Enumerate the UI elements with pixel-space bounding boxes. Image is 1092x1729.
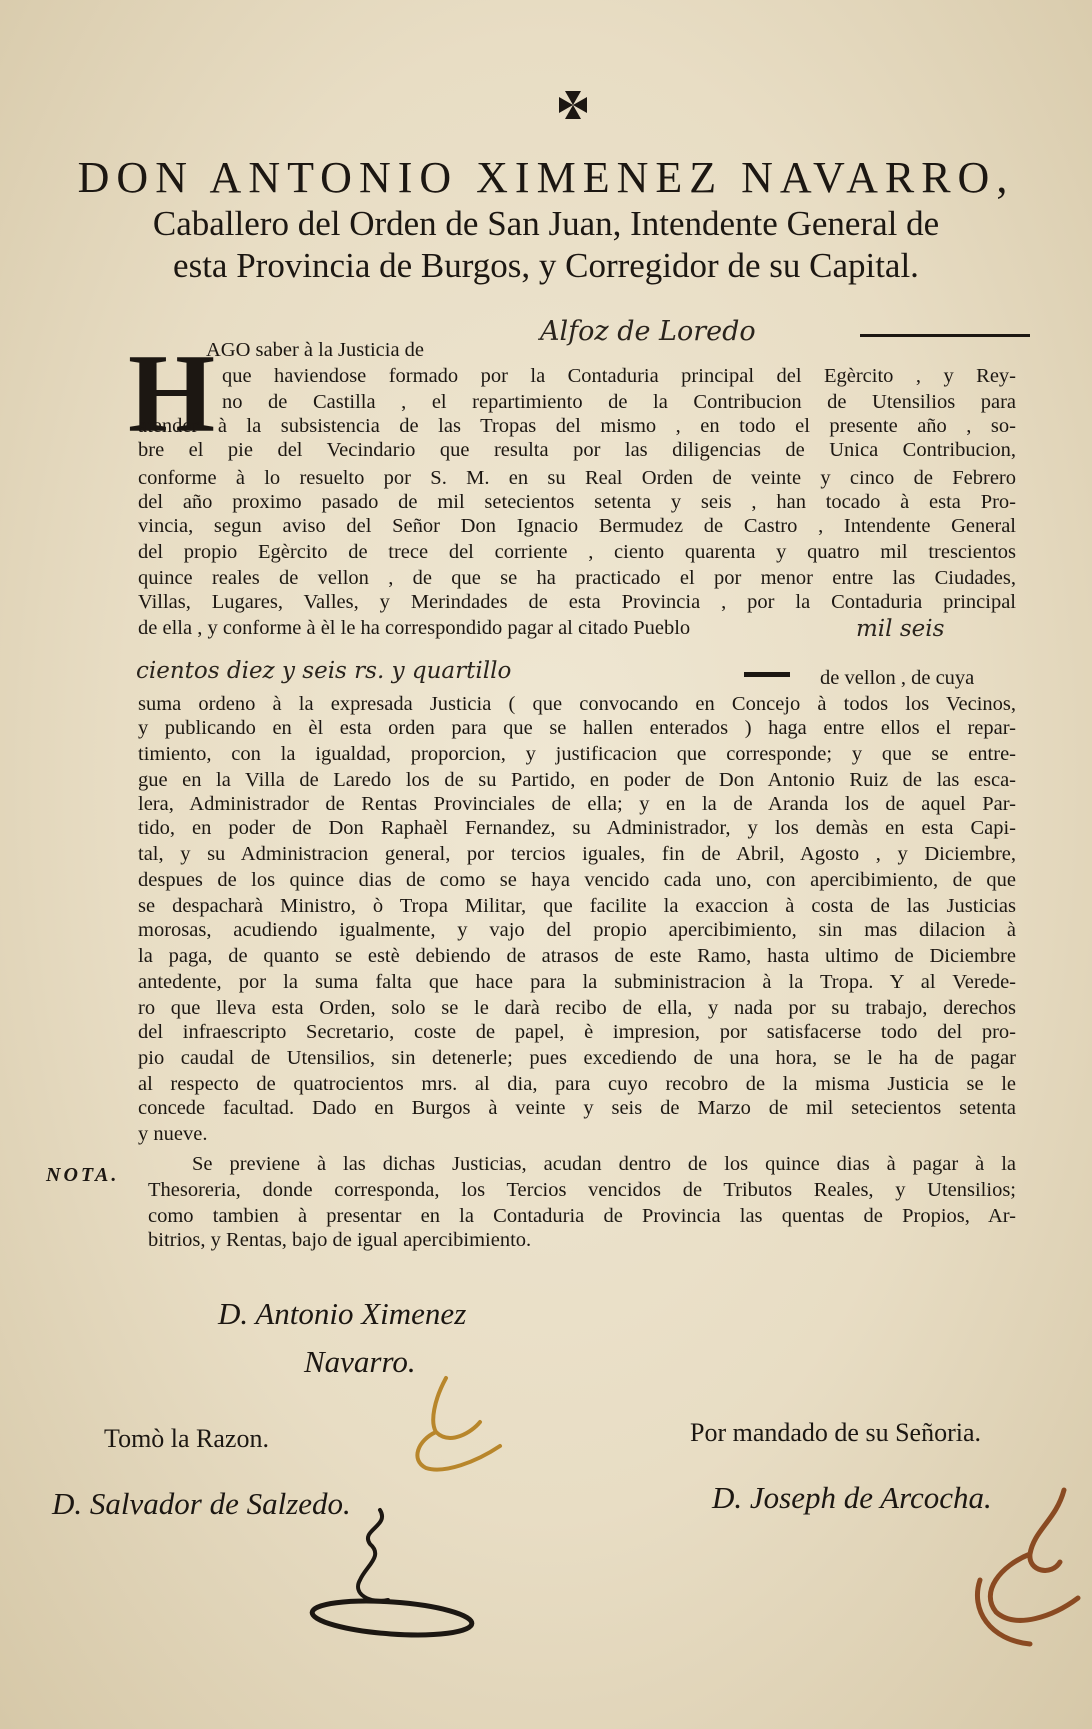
nota-line: como tambien à presentar en la Contaduria de Provincia las quentas de Propios, Ar- xyxy=(148,1205,1016,1227)
body-line: vincia, segun aviso del Señor Don Ignacio Bermudez de Castro , Intendente General xyxy=(138,515,1016,537)
left-signatory: D. Salvador de Salzedo. xyxy=(52,1486,351,1521)
body-line: del año proximo pasado de mil setecientos setenta y seis , han tocado à esta Pro- xyxy=(138,491,1016,513)
body-line: Villas, Lugares, Valles, y Merindades de esta Provincia , por la Contaduria principal xyxy=(138,591,1016,613)
left-caption: Tomò la Razon. xyxy=(104,1424,269,1453)
body-line: AGO saber à la Justicia de xyxy=(206,339,425,361)
body-line: al respecto de quatrocientos mrs. al dia, para cuyo recobro de la misma Justicia se le xyxy=(138,1073,1016,1095)
nota-line: Thesoreria, donde corresponda, los Tercios vencidos de Tributos Reales, y Utensilios; xyxy=(148,1179,1016,1201)
red-rubric-flourish xyxy=(960,1480,1092,1660)
drop-cap: H xyxy=(128,332,216,456)
black-rubric-flourish xyxy=(300,1500,480,1650)
body-line: quince reales de vellon , de que se ha practicado el por menor entre las Ciudades, xyxy=(138,567,1016,589)
body-line: antedente, por la suma falta que hace para la subministracion à la Tropa. Y al Verede- xyxy=(138,971,1016,993)
nota-label: NOTA. xyxy=(46,1164,120,1186)
body-line: no de Castilla , el repartimiento de la Contribucion de Utensilios para xyxy=(222,391,1016,413)
body-line: suma ordeno à la expresada Justicia ( que convocando en Concejo à todos los Vecinos, xyxy=(138,693,1016,715)
body-line: concede facultad. Dado en Burgos à veinte y seis de Marzo de mil setecientos setenta xyxy=(138,1097,1016,1119)
handwritten-amount-1: mil seis xyxy=(856,616,945,642)
issuer-name: DON ANTONIO XIMENEZ NAVARRO, xyxy=(77,153,1015,202)
body-line: tido, en poder de Don Raphaèl Fernandez, su Administrador, y los demàs en esta Capi- xyxy=(138,817,1016,839)
body-line: y publicando en èl esta orden para que se hallen enterados ) haga entre ellos el repar- xyxy=(138,717,1016,739)
body-line: ro que lleva esta Orden, solo se le darà recibo de ella, y nada por su trabajo, derechos xyxy=(138,997,1016,1019)
body-line: del propio Egèrcito de trece del corriente , ciento quarenta y quatro mil trescientos xyxy=(138,541,1016,563)
body-line: pio caudal de Utensilios, sin detenerle; pues excediendo de una hora, se le ha de pagar xyxy=(138,1047,1016,1069)
body-line: del infraescripto Secretario, coste de papel, è impresion, por satisfacerse todo del pro- xyxy=(138,1021,1016,1043)
body-line: morosas, acudiendo igualmente, y vajo del propio apercibimiento, sin mas dilacion à xyxy=(138,919,1016,941)
body-line: lera, Administrador de Rentas Provinciales de ella; y en la de Aranda los de aquel Par- xyxy=(138,793,1016,815)
blank-rule xyxy=(860,334,1030,337)
issuer-title-line-2: esta Provincia de Burgos, y Corregidor de su Capital. xyxy=(173,246,919,285)
nota-line: Se previene à las dichas Justicias, acudan dentro de los quince dias à pagar à la xyxy=(192,1153,1016,1175)
main-signature-line-1: D. Antonio Ximenez xyxy=(218,1296,467,1331)
handwritten-amount-2: cientos diez y seis rs. y quartillo xyxy=(136,658,512,684)
body-line: y nueve. xyxy=(138,1123,208,1145)
maltese-cross-icon xyxy=(556,88,590,122)
body-line: de vellon , de cuya xyxy=(820,667,975,689)
body-line: conforme à lo resuelto por S. M. en su Real Orden de veinte y cinco de Febrero xyxy=(138,467,1016,489)
main-signature-line-2: Navarro. xyxy=(304,1344,416,1379)
gold-rubric-flourish xyxy=(400,1370,510,1480)
body-line: despues de los quince dias de como se haya vencido cada uno, con apercibimiento, de que xyxy=(138,869,1016,891)
body-line: tal, y su Administracion general, por tercios iguales, fin de Abril, Agosto , y Diciembre, xyxy=(138,843,1016,865)
body-line: timiento, con la igualdad, proporcion, y justificacion que corresponde; y que se entre- xyxy=(138,743,1016,765)
body-line: que haviendose formado por la Contaduria principal del Egèrcito , y Rey- xyxy=(222,365,1016,387)
handwritten-town: Alfoz de Loredo xyxy=(540,316,756,347)
body-line: bre el pie del Vecindario que resulta por las diligencias de Unica Contribucion, xyxy=(138,439,1016,461)
body-line: la paga, de quanto se estè debiendo de atrasos de este Ramo, hasta ultimo de Diciembre xyxy=(138,945,1016,967)
body-line: gue en la Villa de Laredo los de su Partido, en poder de Don Antonio Ruiz de las esca- xyxy=(138,769,1016,791)
issuer-title-line-1: Caballero del Orden de San Juan, Intendente General de xyxy=(152,204,940,243)
blank-rule xyxy=(744,672,790,677)
right-signatory: D. Joseph de Arcocha. xyxy=(712,1480,992,1515)
nota-line: bitrios, y Rentas, bajo de igual apercibimiento. xyxy=(148,1229,532,1251)
body-line: de ella , y conforme à èl le ha correspondido pagar al citado Pueblo xyxy=(138,617,691,639)
right-caption: Por mandado de su Señoria. xyxy=(690,1418,982,1447)
body-line: atender à la subsistencia de las Tropas del mismo , en todo el presente año , so- xyxy=(138,415,1016,437)
body-line: se despacharà Ministro, ò Tropa Militar, que facilite la exaccion à costa de las Justicias xyxy=(138,895,1016,917)
